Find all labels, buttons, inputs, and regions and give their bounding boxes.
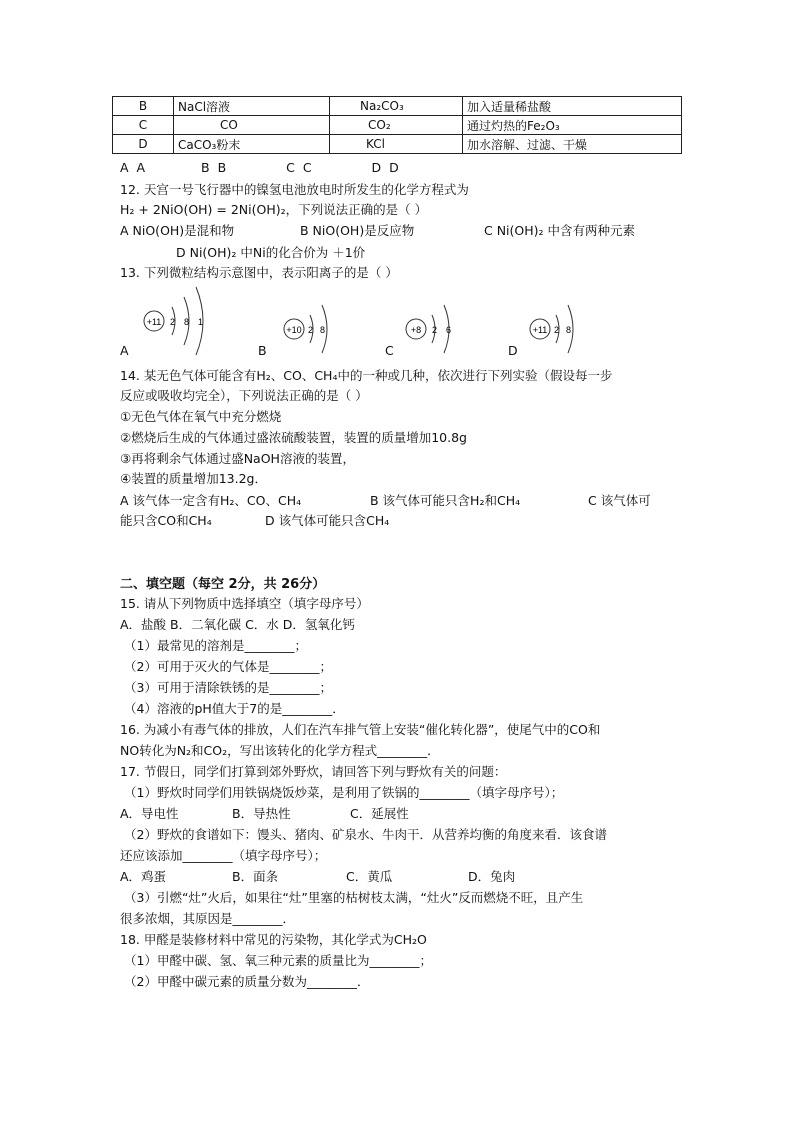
q12-option-c[interactable]: C Ni(OH)₂ 中含有两种元素 [484,223,636,238]
atom-shell: 2 [170,317,176,327]
q13-label-a[interactable]: A [120,343,129,358]
table-row [113,135,682,154]
q11-opt[interactable]: A [120,160,129,175]
row-label: C [113,116,174,135]
atom-nucleus: +10 [286,325,302,335]
atom-shell: 2 [308,325,314,335]
row-impurity: Na₂CO₃ [330,97,463,116]
q15-blank-2[interactable]: （2）可用于灭火的气体是________； [124,659,332,674]
q18-part1[interactable]: （1）甲醛中碳、氢、氧三种元素的质量比为________； [124,953,432,968]
row-label: D [113,135,174,154]
atom-nucleus: +8 [410,325,422,335]
q11-opt[interactable]: C [286,160,295,175]
q11-opt: C [302,160,312,175]
q12-option-d[interactable]: D Ni(OH)₂ 中Ni的化合价为 ＋1价 [176,245,366,260]
q14-line1: 14. 某无色气体可能含有H₂、CO、CH₄中的一种或几种，依次进行下列实验（假设每一步 [120,368,613,383]
q17-part2-line1: （2）野炊的食谱如下：馒头、猪肉、矿泉水、牛肉干．从营养均衡的角度来看．该食谱 [124,827,607,842]
q17-part1[interactable]: （1）野炊时同学们用铁锅烧饭炒菜，是利用了铁锅的________（填字母序号）； [124,785,564,800]
q17-p1-option-a[interactable]: A．导电性 [120,806,179,821]
q12-option-b[interactable]: B NiO(OH)是反应物 [300,223,415,238]
atom-shell: 8 [566,325,572,335]
q17-part3-line2[interactable]: 很多浓烟，其原因是________． [120,911,296,926]
section-heading: 二、填空题（每空 2分，共 26分） [120,577,326,592]
q17-p2-option-d[interactable]: D．兔肉 [468,869,516,884]
row-method: 加水溶解、过滤、干燥 [463,135,682,154]
q13-label-c[interactable]: C [385,343,394,358]
q13-stem: 13. 下列微粒结构示意图中，表示阳离子的是（ ） [120,265,398,280]
row-impurity: KCl [330,135,463,154]
q14-option-a[interactable]: A 该气体一定含有H₂、CO、CH₄ [120,493,302,508]
q17-p1-option-b[interactable]: B．导热性 [232,806,291,821]
q12-equation: H₂ + 2NiO(OH) = 2Ni(OH)₂，下列说法正确的是（ ） [120,202,428,217]
q11-opt: D [389,160,399,175]
q14-option-c[interactable]: C 该气体可 [588,493,651,508]
q17-part2-line2[interactable]: 还应该添加________（填字母序号）； [120,848,327,863]
q14-option-b[interactable]: B 该气体可能只含H₂和CH₄ [370,493,521,508]
q18-part2[interactable]: （2）甲醛中碳元素的质量分数为________． [124,974,370,989]
table-row [113,97,682,116]
q11-opt[interactable]: D [371,160,382,175]
atom-nucleus: +11 [146,317,162,327]
q17-p2-option-b[interactable]: B．面条 [232,869,279,884]
q15-options: A．盐酸 B．二氧化碳 C．水 D．氢氧化钙 [120,617,355,632]
atom-shell: 1 [198,317,204,327]
q14-option-d[interactable]: D 该气体可能只含CH₄ [265,513,390,528]
q11-opt: B [217,160,227,175]
q15-blank-4[interactable]: （4）溶液的pH值大于7的是________． [124,701,345,716]
q17-p2-option-a[interactable]: A．鸡蛋 [120,869,167,884]
atom-diagram-a[interactable] [144,287,203,355]
q11-opt[interactable]: B [201,160,210,175]
row-method: 通过灼热的Fe₂O₃ [463,116,682,135]
q13-label-d[interactable]: D [508,343,518,358]
atom-shell: 6 [446,325,452,335]
atom-shell: 8 [320,325,326,335]
q14-step2: ②燃烧后生成的气体通过盛浓硫酸装置，装置的质量增加10.8g [120,430,467,445]
q11-options [120,160,399,175]
row-method: 加入适量稀盐酸 [463,97,682,116]
row-substance: NaCl溶液 [174,97,330,116]
q17-p1-option-c[interactable]: C．延展性 [350,806,409,821]
q14-option-c-cont: 能只含CO和CH₄ [120,513,212,528]
options-table [112,96,682,154]
q13-label-b[interactable]: B [258,343,267,358]
row-substance: CO [174,116,330,135]
q16-line2[interactable]: NO转化为N₂和CO₂，写出该转化的化学方程式________． [120,743,440,758]
q17-stem: 17. 节假日，同学们打算到郊外野炊，请回答下列与野炊有关的问题： [120,764,507,779]
atom-diagram-d[interactable] [530,305,573,353]
q17-p2-option-c[interactable]: C．黄瓜 [346,869,393,884]
q16-line1: 16. 为减小有毒气体的排放，人们在汽车排气管上安装“催化转化器”，使尾气中的CO和 [120,722,601,737]
row-impurity: CO₂ [330,116,463,135]
atom-diagram-b[interactable] [284,305,327,353]
q12-stem: 12. 天宫一号飞行器中的镍氢电池放电时所发生的化学方程式为 [120,182,469,197]
row-label: B [113,97,174,116]
q14-line2: 反应或吸收均完全），下列说法正确的是（ ） [120,388,368,403]
atom-diagram-c[interactable] [406,305,451,353]
table-row [113,116,682,135]
atom-shell: 8 [184,317,190,327]
row-substance: CaCO₃粉末 [174,135,330,154]
q11-opt: A [136,160,146,175]
atom-shell: 2 [554,325,560,335]
atom-shell: 2 [432,325,438,335]
q18-stem: 18. 甲醛是装修材料中常见的污染物，其化学式为CH₂O [120,932,427,947]
q14-step3: ③再将剩余气体通过盛NaOH溶液的装置， [120,451,355,466]
atom-nucleus: +11 [532,325,548,335]
q15-stem: 15. 请从下列物质中选择填空（填字母序号） [120,596,369,611]
q14-step4: ④装置的质量增加13.2g． [120,471,267,486]
q14-step1: ①无色气体在氧气中充分燃烧 [120,409,282,424]
q17-part3-line1: （3）引燃“灶”火后，如果往“灶”里塞的枯树枝太满，“灶火”反而燃烧不旺，且产生 [124,890,584,905]
q15-blank-3[interactable]: （3）可用于清除铁锈的是________； [124,680,332,695]
q15-blank-1[interactable]: （1）最常见的溶剂是________； [124,638,307,653]
q12-option-a[interactable]: A NiO(OH)是混和物 [120,223,235,238]
